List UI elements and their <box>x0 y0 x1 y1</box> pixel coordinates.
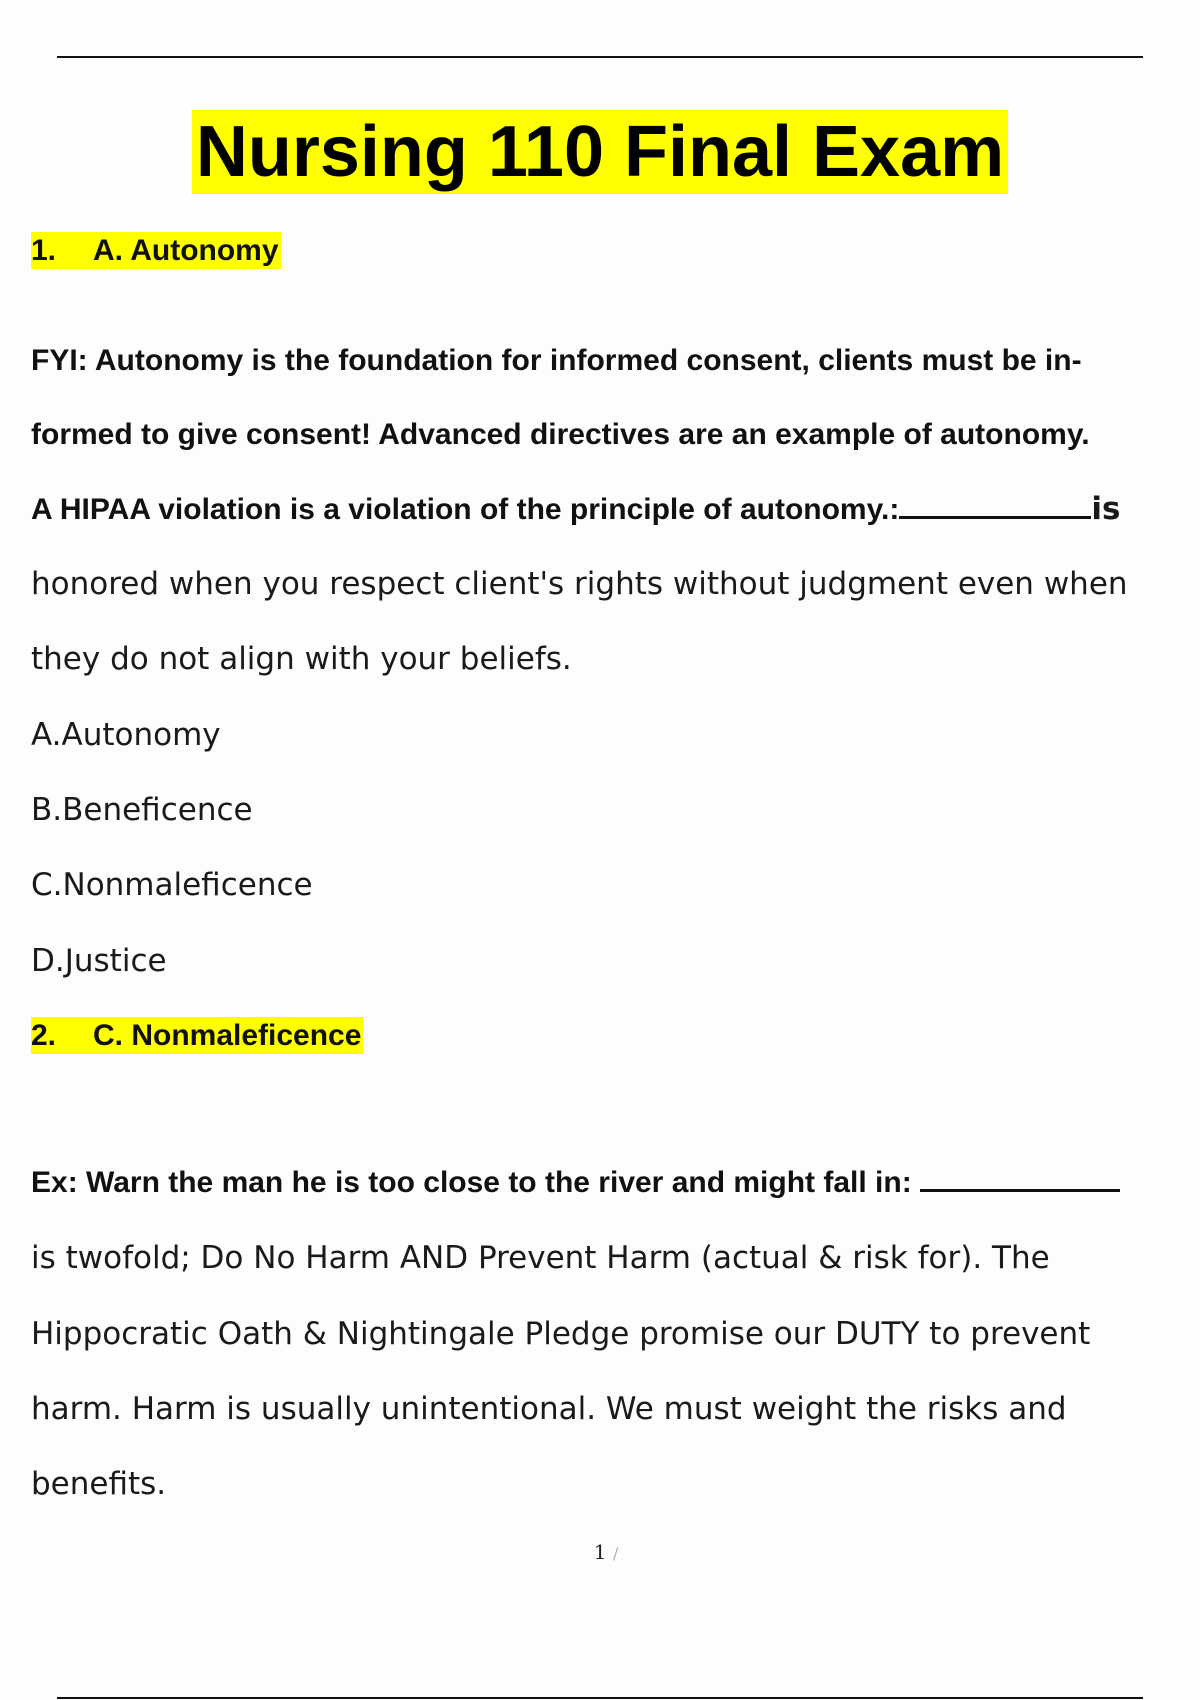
q1-blank-trailing: is <box>1091 491 1121 527</box>
q2-example-line <box>31 1164 1120 1202</box>
q1-option-a <box>31 716 221 754</box>
q1-number: 1. <box>31 234 57 267</box>
q1-option-b <box>31 791 253 829</box>
q1-option-b-letter: B. <box>31 792 63 828</box>
q2-answer-header <box>31 1017 363 1055</box>
q1-option-d-letter: D. <box>31 943 65 979</box>
q1-option-a-text: Autonomy <box>61 717 221 753</box>
q1-option-b-text: Beneficence <box>62 792 253 828</box>
q2-number: 2. <box>31 1019 57 1052</box>
q2-question-line-4: benefits. <box>31 1466 167 1502</box>
page-title: Nursing 110 Final Exam <box>192 110 1008 194</box>
q1-option-c <box>31 866 313 904</box>
q1-option-c-letter: C. <box>31 867 63 903</box>
q1-answer: A. Autonomy <box>93 234 279 267</box>
page-number <box>0 1540 1200 1564</box>
q2-answer: C. Nonmaleficence <box>93 1019 362 1052</box>
q1-fyi-line-1: FYI: Autonomy is the foundation for informed consent, clients must be in- <box>31 344 1082 377</box>
q2-example-text: Ex: Warn the man he is too close to the river and might fall in: <box>31 1166 912 1199</box>
q1-option-a-letter: A. <box>31 717 62 753</box>
q2-answer-blank <box>920 1165 1120 1192</box>
q1-option-c-text: Nonmaleficence <box>62 867 313 903</box>
bottom-rule <box>57 1697 1143 1699</box>
title-block <box>0 110 1200 194</box>
q2-question-line-3: harm. Harm is usually unintentional. We must weight the risks and <box>31 1391 1067 1427</box>
q1-question-line-2: they do not align with your beliefs. <box>31 641 572 677</box>
page-number-separator: / <box>612 1544 619 1563</box>
q2-question-line-1: is twofold; Do No Harm AND Prevent Harm (actual & risk for). The <box>31 1240 1050 1276</box>
q1-answer-header <box>31 232 281 270</box>
q2-question-line-2: Hippocratic Oath & Nightingale Pledge promise our DUTY to prevent <box>31 1316 1091 1352</box>
q1-option-d-text: Justice <box>64 943 167 979</box>
q1-option-d <box>31 942 167 980</box>
q1-answer-blank <box>899 492 1091 519</box>
top-rule <box>57 56 1143 58</box>
q1-question-line-1: honored when you respect client's rights without judgment even when <box>31 566 1128 602</box>
q1-fyi-line-3-text: A HIPAA violation is a violation of the principle of autonomy.: <box>31 493 900 526</box>
q1-fyi-line-2: formed to give consent! Advanced directives are an example of autonomy. <box>31 418 1090 451</box>
q1-fyi-line-3 <box>31 490 1120 529</box>
page-number-value: 1 <box>593 1540 607 1564</box>
